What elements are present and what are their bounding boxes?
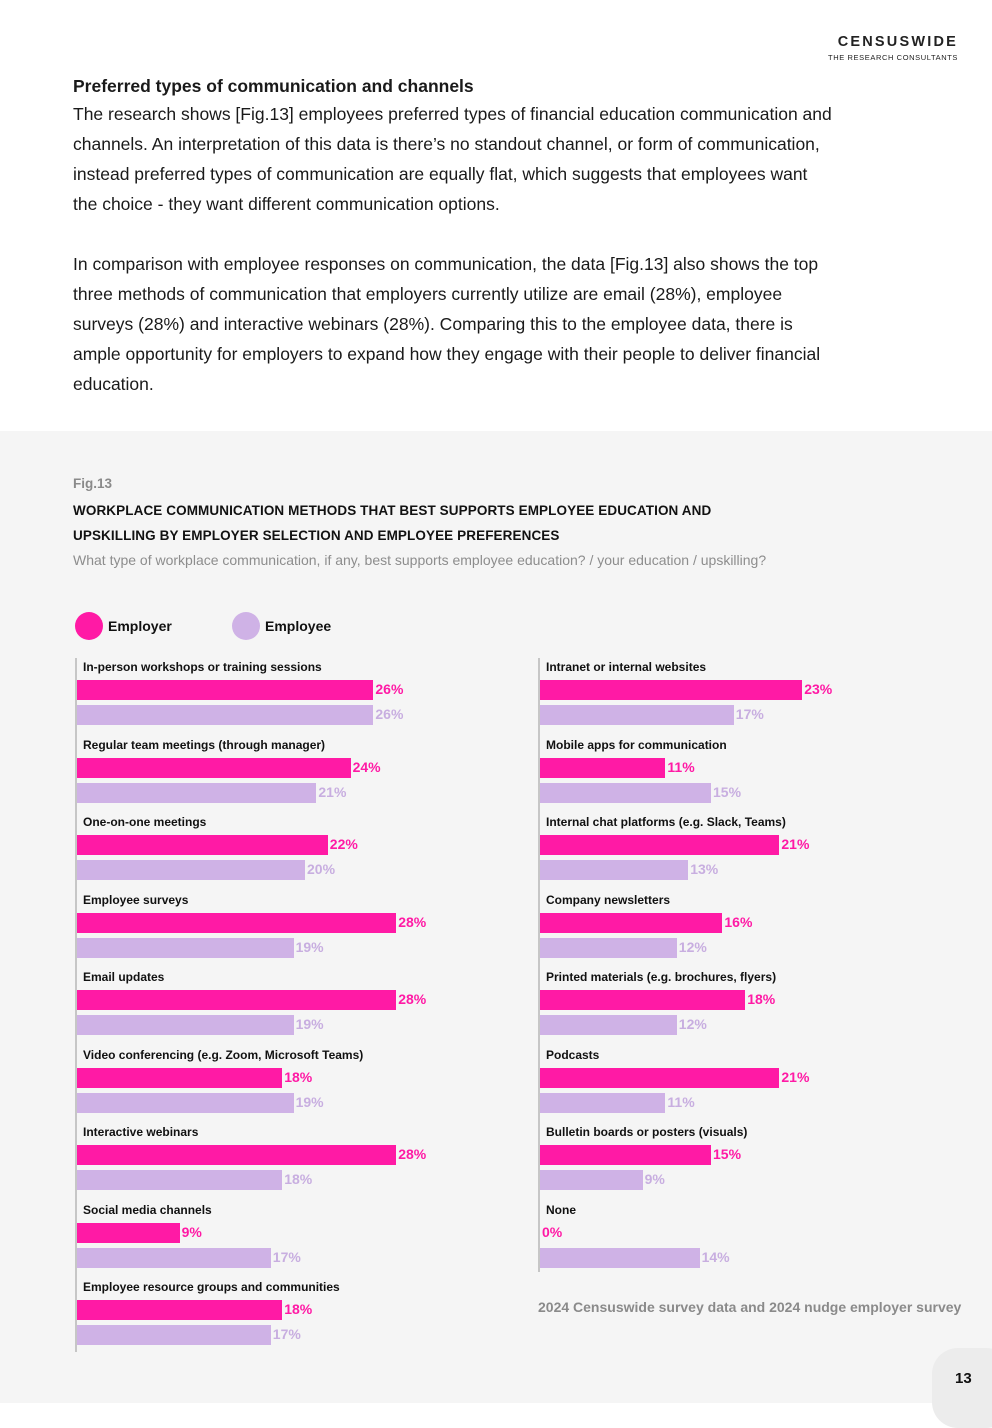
employee-value-label: 19%	[295, 938, 324, 955]
employee-bar	[77, 1093, 294, 1113]
employer-value-label: 26%	[375, 681, 404, 697]
employer-bar	[77, 1068, 282, 1088]
employee-value-label: 12%	[678, 938, 707, 955]
employee-value-label: 26%	[375, 706, 404, 722]
employee-value-label: 19%	[295, 1016, 324, 1032]
legend-item-employee	[232, 612, 331, 640]
category-label: None	[546, 1202, 576, 1217]
brand-tagline: THE RESEARCH CONSULTANTS	[828, 53, 958, 62]
intro-paragraph-2: In comparison with employee responses on communication, the data [Fig.13] also shows the top three methods of communication that employers currently utilize are email (28%), employee surveys (28%) and interactive webinars (28%). Comparing this to the employee data, there is ample opportunity for employers to expand how they engage with their people to deliver financial education.	[73, 254, 821, 394]
figure-source: 2024 Censuswide survey data and 2024 nudge employer survey	[538, 1299, 962, 1315]
intro-section	[73, 73, 833, 399]
employer-bar	[540, 990, 745, 1010]
employer-legend-label: Employer	[108, 618, 172, 634]
section-heading: Preferred types of communication and channels	[73, 76, 474, 96]
employer-bar	[77, 680, 373, 700]
employer-value-label: 0%	[542, 1223, 563, 1240]
employee-bar	[77, 705, 373, 725]
brand-logo	[828, 34, 958, 62]
category-label: Bulletin boards or posters (visuals)	[546, 1125, 748, 1139]
employee-bar	[540, 860, 688, 880]
employer-bar	[540, 913, 722, 933]
employer-value-label: 16%	[724, 913, 753, 930]
employee-bar	[77, 860, 305, 880]
employee-bar	[540, 1248, 700, 1268]
category-label: One-on-one meetings	[83, 815, 207, 829]
employee-value-label: 11%	[667, 1093, 695, 1110]
category-label: Email updates	[83, 970, 165, 984]
employee-bar	[77, 1015, 294, 1035]
employer-bar	[77, 913, 396, 933]
category-label: Printed materials (e.g. brochures, flyers)	[546, 970, 777, 984]
employer-bar	[540, 1145, 711, 1165]
employer-bar	[77, 835, 328, 855]
employer-bar	[77, 990, 396, 1010]
category-label: Employee surveys	[83, 892, 189, 907]
employee-value-label: 14%	[701, 1248, 730, 1265]
employer-value-label: 22%	[329, 836, 358, 852]
employee-value-label: 21%	[318, 783, 347, 800]
employee-value-label: 17%	[272, 1326, 301, 1342]
page-number: 13	[955, 1370, 972, 1387]
employee-value-label: 19%	[295, 1093, 324, 1110]
employer-bar	[77, 1223, 180, 1243]
employee-value-label: 20%	[307, 861, 336, 877]
employee-value-label: 17%	[735, 706, 764, 722]
employer-bar	[77, 758, 351, 778]
employee-value-label: 13%	[690, 861, 719, 877]
category-label: Mobile apps for communication	[546, 737, 727, 752]
employer-value-label: 18%	[284, 1301, 313, 1317]
page-number-tab	[932, 1348, 992, 1428]
employer-value-label: 18%	[284, 1068, 313, 1085]
employee-bar	[77, 1325, 271, 1345]
employer-value-label: 28%	[398, 1146, 427, 1162]
figure-question: What type of workplace communication, if any, best supports employee education? / your education / upskilling?	[73, 552, 767, 568]
employee-bar	[540, 705, 734, 725]
employer-bar	[77, 1300, 282, 1320]
figure-label: Fig.13	[73, 476, 113, 491]
employee-bar	[77, 1170, 282, 1190]
employer-value-label: 18%	[747, 991, 776, 1007]
category-label: In-person workshops or training sessions	[83, 660, 322, 674]
employer-value-label: 21%	[781, 1068, 810, 1085]
employee-value-label: 15%	[713, 783, 742, 800]
employer-bar	[77, 1145, 396, 1165]
figure-title: WORKPLACE COMMUNICATION METHODS THAT BEST SUPPORTS EMPLOYEE EDUCATION AND UPSKILLING BY EMPLOYER SELECTION AND EMPLOYEE PREFERENCES	[73, 503, 712, 543]
employer-bar	[540, 758, 665, 778]
category-label: Interactive webinars	[83, 1125, 199, 1139]
employee-bar	[540, 938, 677, 958]
employer-value-label: 11%	[667, 758, 695, 775]
employee-bar	[540, 1015, 677, 1035]
category-label: Intranet or internal websites	[546, 660, 707, 674]
employee-bar	[540, 1170, 643, 1190]
employee-bar	[540, 783, 711, 803]
brand-name: CENSUSWIDE	[837, 34, 958, 50]
category-label: Company newsletters	[546, 892, 671, 907]
employer-bar	[540, 835, 779, 855]
category-label: Regular team meetings (through manager)	[83, 737, 326, 752]
employer-value-label: 9%	[181, 1223, 202, 1240]
intro-paragraph-1: The research shows [Fig.13] employees preferred types of financial education communication and channels. An interpretation of this data is there’s no standout channel, or form of communication, instead preferred types of communication are equally flat, which suggests that employees want the choice - they want different communication options.	[73, 104, 832, 214]
employee-bar	[77, 783, 316, 803]
category-label: Internal chat platforms (e.g. Slack, Teams)	[546, 815, 786, 829]
employer-bar	[540, 680, 802, 700]
employee-value-label: 17%	[272, 1248, 301, 1265]
employer-value-label: 28%	[398, 991, 427, 1007]
legend-item-employer	[75, 612, 172, 640]
employer-value-label: 15%	[713, 1146, 742, 1162]
employee-value-label: 9%	[644, 1171, 665, 1187]
employee-bar	[540, 1093, 665, 1113]
category-label: Social media channels	[83, 1202, 212, 1217]
employer-value-label: 21%	[781, 836, 810, 852]
employee-value-label: 18%	[284, 1171, 313, 1187]
category-label: Employee resource groups and communities	[83, 1280, 340, 1294]
employee-bar	[77, 1248, 271, 1268]
employee-legend-swatch	[232, 612, 260, 640]
employer-value-label: 28%	[398, 913, 427, 930]
category-label: Podcasts	[546, 1047, 600, 1062]
employer-bar	[540, 1068, 779, 1088]
employer-value-label: 23%	[804, 681, 833, 697]
employer-value-label: 24%	[352, 758, 381, 775]
employer-legend-swatch	[75, 612, 103, 640]
category-label: Video conferencing (e.g. Zoom, Microsoft Teams)	[83, 1047, 364, 1062]
employee-value-label: 12%	[678, 1016, 707, 1032]
employee-bar	[77, 938, 294, 958]
employee-legend-label: Employee	[265, 618, 332, 634]
